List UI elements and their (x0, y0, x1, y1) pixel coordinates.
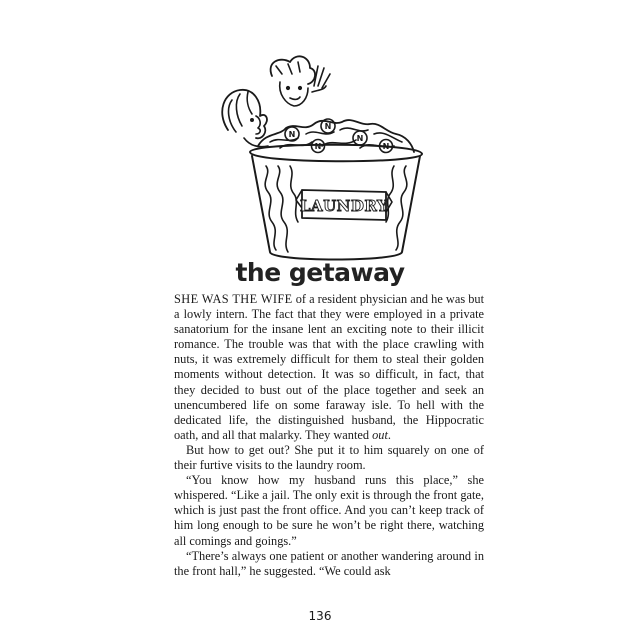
towel-letter: N (382, 142, 390, 151)
paragraph-4: “There’s always one patient or another wandering around in the front hall,” he suggested. “We could ask (174, 548, 484, 578)
paragraph-tail: . (387, 427, 391, 442)
towel-letter: N (324, 122, 332, 131)
towel-letter: N (314, 142, 322, 151)
body-text (174, 292, 484, 579)
towel-letter: N (356, 134, 364, 143)
paragraph-3: “You know how my husband runs this place,” she whispered. “Like a jail. The only exit is through the front gate, which is just past the front office. And you can’t keep track of him long enough to be sure he won’t be right there, watching all comings and goings.” (174, 473, 484, 548)
paragraph-1 (174, 292, 484, 443)
paragraph-text: of a resident physician and he was but a lowly intern. The fact that they were employed in a private sanatorium for the insane lent an exciting note to their illicit romance. The trouble was that with the place crawling with nuts, it was extremely difficult for them to steal their golden moments without detection. It was so difficult, in fact, that they decided to bust out of the place together and seek an unencumbered life on some faraway isle. To hell with the dedicated life, the distinguished husband, the Hippocratic oath, and all that malarky. They wanted (174, 292, 485, 442)
basket-label: LAUNDRY (299, 197, 389, 215)
paragraph-lead-in: SHE WAS THE WIFE (174, 292, 293, 306)
paragraph-2: But how to get out? She put it to him squarely on one of their furtive visits to the laundry room. (174, 442, 484, 473)
laundry-basket-couple-illustration (210, 42, 442, 268)
chapter-title: the getaway (235, 258, 405, 287)
emphasized-word: out (372, 427, 388, 442)
page-number: 136 (308, 609, 332, 623)
towel-letter: N (288, 130, 296, 139)
